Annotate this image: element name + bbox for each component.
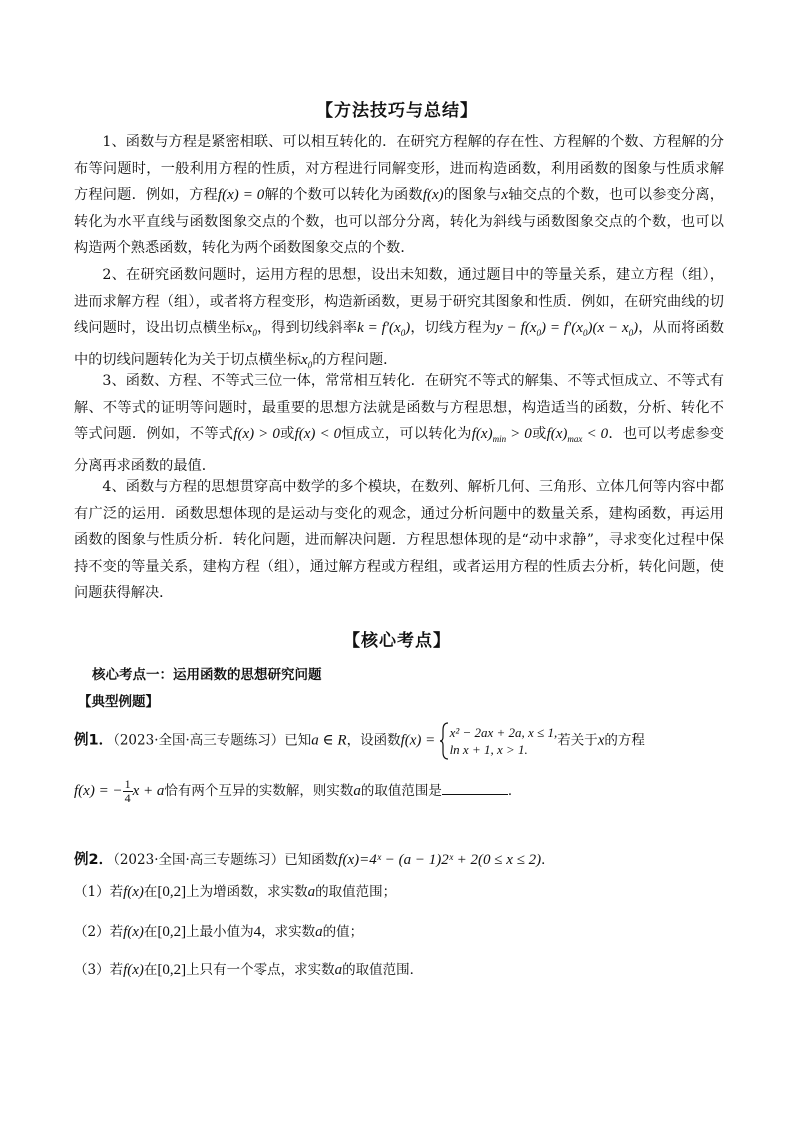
p2-x0: $x_0$ [245, 320, 257, 339]
p2-tangent-eq: $y - f(x_0) = f'(x_0)(x - x_0)$ [496, 320, 639, 339]
p3-ineq1: f(x) > 0 [233, 426, 280, 443]
p3-max: $f(x)_{max} < 0$ [546, 426, 609, 445]
p2-text-a: 2、在研究函数问题时，运用方程的思想，设出未知数，通过题目中的等量关系，建立方程（组），进而求解方程（组），或者将方程变形，构造新函数，更易于研究其图象和性质．例如，在研究曲线的切线问题时，设出切点横坐标 [74, 267, 724, 337]
p3-min: $f(x)_{min} > 0$ [471, 426, 532, 445]
p1-fx: f(x) [422, 187, 444, 204]
paragraph-1 [74, 129, 724, 262]
ex2-question-1: （1）若f(x)在[0,2]上为增函数，求实数a的取值范围； [74, 884, 397, 900]
p2-text-e: 的方程问题． [312, 351, 398, 368]
p1-text-b: 解的个数可以转化为函数 [264, 187, 423, 204]
method-summary-heading: 【方法技巧与总结】 [316, 101, 478, 121]
piecewise-cases [450, 724, 558, 758]
ex2-question-3: （3）若f(x)在[0,2]上只有一个零点，求实数a的取值范围． [74, 962, 424, 978]
example-1-line-2: f(x) = − $\frac{1}{4}$ x + a恰有两个互异的实数解，则实数a的取值范围是 ． [74, 777, 522, 805]
p1-x: x [501, 187, 509, 204]
core-points-heading: 【核心考点】 [343, 631, 451, 651]
example-1-label: 例1． [74, 732, 114, 749]
example-2-label: 例2． [74, 852, 114, 868]
example-2: 例2．（2023·全国·高三专题练习）已知函数f(x)=4ˣ − (a − 1)2ˣ + 2(0 ≤ x ≤ 2)． [74, 852, 555, 868]
case-1: x² − 2ax + 2a, x ≤ 1, [449, 725, 558, 740]
p2-slope: $k = f'(x_0)$ [357, 320, 411, 339]
case-2: ln x + 1, x > 1. [449, 742, 528, 757]
paragraph-3: 3、函数、方程、不等式三位一体，常常相互转化．在研究不等式的解集、不等式恒成立、不等式有解、不等式的证明等问题时，最重要的思想方法就是函数与方程思想，构造适当的函数，分析、转化不等式问题．例如，不等式f(x) > 0或f(x) < 0恒成立，可以转化为$f(x)_{min} > 0$或$f(x)_{max} < 0$．也可以考虑参变分离再求函数的最值． [74, 373, 724, 474]
paragraph-2 [74, 262, 724, 378]
ex2-function: f(x)=4ˣ − (a − 1)2ˣ + 2(0 ≤ x ≤ 2) [338, 852, 542, 868]
fraction-one-quarter: $\frac{1}{4}$ [124, 777, 131, 805]
core-point-1-title: 核心考点一：运用函数的思想研究问题 [92, 667, 322, 683]
p2-text-b: ，得到切线斜率 [256, 320, 358, 337]
p3-text-b: 恒成立，可以转化为 [341, 426, 472, 443]
p3-ineq2: f(x) < 0 [294, 426, 342, 443]
p1-text-c: 的图象与 [443, 187, 502, 204]
ex1-fx: f(x) = [400, 732, 436, 749]
p1-text-d: 轴交点的个数，也可以参变分离，转化为水平直线与函数图象交点的个数，也可以部分分离，转化为斜线与函数图象交点的个数，也可以构造两个熟悉函数，转化为两个函数图象交点的个数． [74, 187, 724, 257]
example-1: 例1．（2023·全国·高三专题练习）已知a ∈ R，设函数f(x) = x² − 2ax + 2a, x ≤ 1, ln x + 1, x > 1. 若关于x的方程 [74, 722, 734, 760]
typical-examples-label: 【典型例题】 [78, 694, 159, 710]
ex2-question-2: （2）若f(x)在[0,2]上最小值为4，求实数a的值； [74, 924, 364, 940]
piecewise-function [440, 722, 558, 760]
ex1-condition: a ∈ R [311, 732, 347, 749]
p1-text-a: 1、函数与方程是紧密相联、可以相互转化的．在研究方程解的存在性、方程解的个数、方程解的分布等问题时，一般利用方程的性质，对方程进行同解变形，进而构造函数，利用函数的图象与性质求解方程问题．例如，方程 [74, 134, 724, 204]
p1-eq: f(x) = 0 [217, 187, 265, 204]
p2-text-d: ，从而将函数中的切线问题转化为关于切点横坐标 [74, 320, 724, 368]
p3-text-c: ．也可以考虑参变分离再求函数的最值． [74, 426, 724, 474]
answer-blank[interactable] [442, 780, 508, 795]
paragraph-4: 4、函数与方程的思想贯穿高中数学的多个模块，在数列、解析几何、三角形、立体几何等内容中都有广泛的运用．函数思想体现的是运动与变化的观念，通过分析问题中的数量关系，建构函数，再运用函数的图象与性质分析．转化问题，进而解决问题．方程思想体现的是“动中求静”，寻求变化过程中保持不变的等量关系，建构方程（组），通过解方程或方程组，或者运用方程的性质去分析，转化问题，使问题获得解决． [74, 479, 724, 602]
p2-text-c: ，切线方程为 [410, 320, 497, 337]
p2-x0b: $x_0$ [301, 351, 313, 370]
left-brace-icon [440, 722, 450, 760]
p3-text-a: 3、函数、方程、不等式三位一体，常常相互转化．在研究不等式的解集、不等式恒成立、不等式有解、不等式的证明等问题时，最重要的思想方法就是函数与方程思想，构造适当的函数，分析、转化不等式问题．例如，不等式 [74, 373, 724, 443]
